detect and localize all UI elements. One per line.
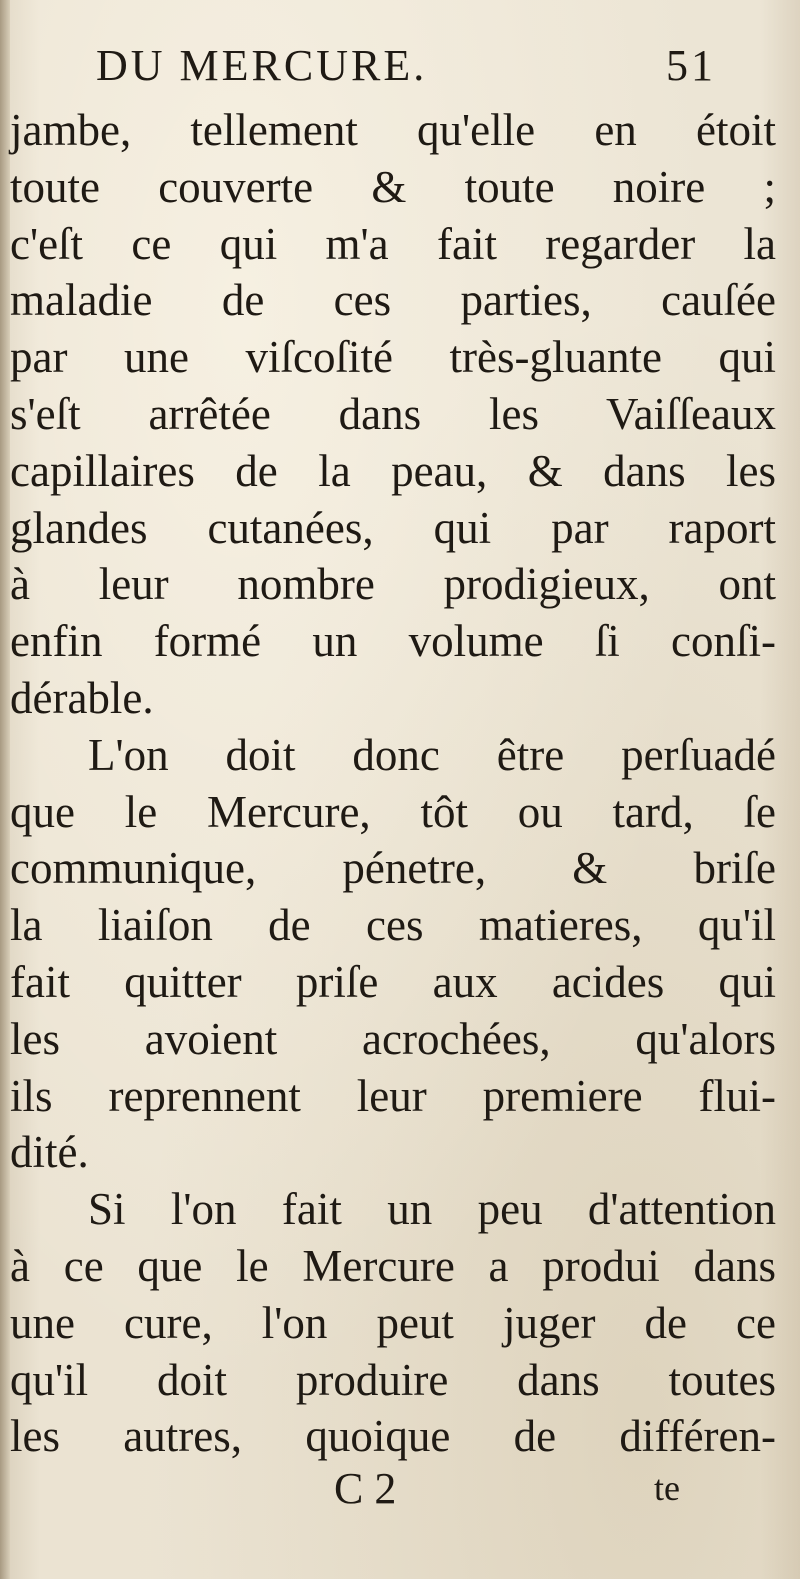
text-line: qu'il doit produire dans toutes <box>10 1354 776 1405</box>
page-gutter-edge <box>0 0 10 1579</box>
running-head <box>96 40 716 104</box>
text-line: L'on doit donc être perſuadé <box>88 729 776 780</box>
text-line: glandes cutanées, qui par raport <box>10 502 776 553</box>
text-line: dité. <box>10 1127 89 1178</box>
text-line: Si l'on fait un peu d'attention <box>88 1184 776 1235</box>
running-head-title: DU MERCURE. <box>96 41 428 90</box>
text-line: par une viſcoſité très-gluante qui <box>10 332 776 383</box>
text-line: ils reprennent leur premiere flui- <box>10 1070 776 1121</box>
text-line: fait quitter priſe aux acides qui <box>10 956 776 1007</box>
text-line: communique, pénetre, & briſe <box>10 843 776 894</box>
page-footer <box>0 1463 800 1523</box>
text-line: capillaires de la peau, & dans les <box>10 445 776 496</box>
text-line: la liaiſon de ces matieres, qu'il <box>10 900 776 951</box>
text-line: les autres, quoique de différen- <box>10 1411 776 1462</box>
text-line: toute couverte & toute noire ; <box>10 161 776 212</box>
text-line: c'eſt ce qui m'a fait regarder la <box>10 218 776 269</box>
text-line: enfin formé un volume ſi conſi- <box>10 616 776 667</box>
text-line: jambe, tellement qu'elle en étoit <box>10 105 776 155</box>
body-text <box>10 102 776 1465</box>
text-line: à ce que le Mercure a produi dans <box>10 1240 776 1291</box>
signature-mark: C 2 <box>334 1464 397 1513</box>
catchword: te <box>654 1468 680 1508</box>
text-line: maladie de ces parties, cauſée <box>10 275 776 326</box>
text-line: une cure, l'on peut juger de ce <box>10 1297 776 1348</box>
text-line: que le Mercure, tôt ou tard, ſe <box>10 786 776 837</box>
text-line: les avoient acrochées, qu'alors <box>10 1013 776 1064</box>
page-number: 51 <box>666 41 716 90</box>
text-line: dérable. <box>10 672 154 723</box>
text-line: s'eſt arrêtée dans les Vaiſſeaux <box>10 388 776 439</box>
text-line: à leur nombre prodigieux, ont <box>10 559 776 610</box>
